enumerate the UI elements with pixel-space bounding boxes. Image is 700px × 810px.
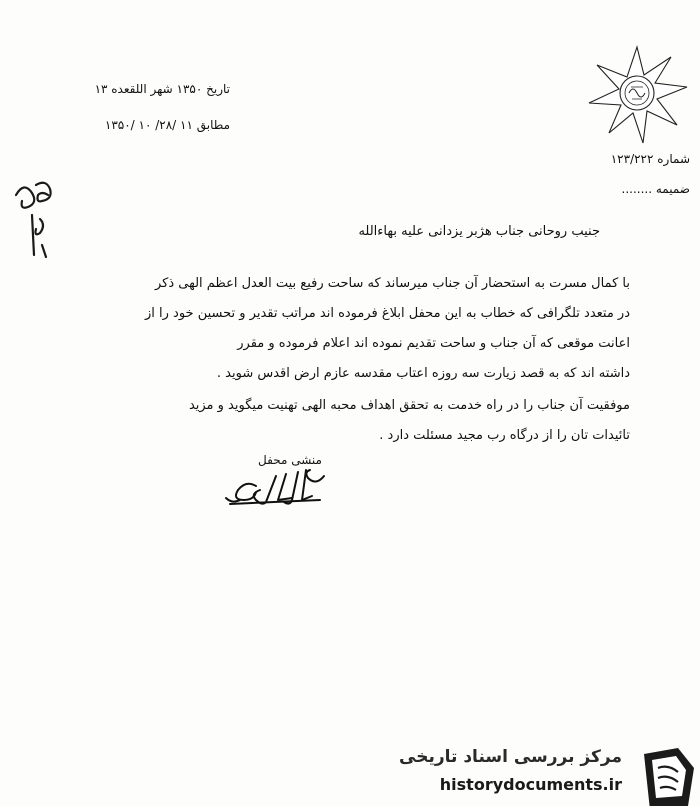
archive-name: مرکز بررسی اسناد تاریخی: [399, 747, 622, 767]
signer-title: منشی محفل: [258, 453, 322, 467]
body-line: داشته اند که به قصد زیارت سه روزه اعتاب مقدسه عازم ارض اقدس شوید .: [216, 366, 630, 381]
handwritten-margin-note-icon: [6, 175, 66, 265]
body-line: با کمال مسرت به استحضار آن جناب میرساند که ساحت رفیع بیت العدل اعظم الهی ذکر: [154, 276, 630, 291]
body-line: در متعدد تلگرافی که خطاب به این محفل ابلاغ فرموده اند مراتب تقدیر و تحسین خود را از: [145, 306, 630, 321]
star-emblem-icon: [585, 45, 690, 145]
reference-number: شماره ۱۲۳/۲۲۲: [610, 152, 690, 166]
attachment-line: ضمیمه ........: [621, 182, 690, 196]
archive-website: historydocuments.ir: [439, 775, 622, 794]
body-line: اعانت موقعی که آن جناب و ساحت تقدیم نموده اند اعلام فرموده و مقرر: [237, 336, 630, 351]
body-line: تائیدات تان را از درگاه رب مجید مسئلت دارد .: [379, 428, 630, 443]
body-line: موفقیت آن جناب را در راه خدمت به تحقق اهداف محبه الهی تهنیت میگوید و مزید: [188, 398, 630, 413]
signature-icon: [220, 462, 340, 510]
corresponding-date-line: مطابق ۱۱ /۲۸/ ۱۰ /۱۳۵۰: [104, 118, 230, 132]
salutation: جنیب روحانی جناب هژبر یزدانی علیه بهاءالله: [358, 224, 600, 239]
date-line: تاریخ ۱۳۵۰ شهر اللقعده ۱۳: [94, 82, 230, 96]
